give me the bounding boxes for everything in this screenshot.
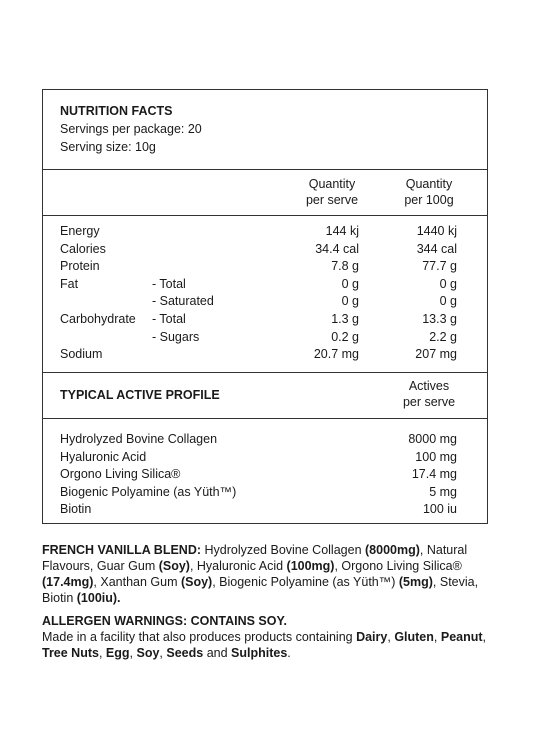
table-row	[60, 258, 457, 275]
divider	[43, 372, 487, 373]
allergen-part: ,	[98, 646, 106, 660]
active-profile-title: TYPICAL ACTIVE PROFILE	[60, 388, 220, 402]
row-per-100g: 77.7 g	[422, 259, 457, 274]
active-label: Hydrolyzed Bovine Collagen	[60, 432, 218, 446]
col-per-serve-header	[292, 176, 372, 208]
table-row	[60, 449, 457, 466]
row-sublabel: - Total	[152, 276, 186, 291]
allergen-paragraph	[42, 629, 502, 661]
allergen-part: .	[287, 646, 291, 660]
active-value: 5 mg	[429, 484, 457, 499]
active-label: Biotin	[60, 502, 92, 517]
col-per-100g-header	[389, 176, 469, 208]
allergen-part: ,	[433, 630, 441, 644]
row-per-serve: 0.2 g	[331, 329, 359, 344]
allergen-warnings	[42, 613, 502, 661]
table-row	[60, 484, 457, 501]
blend-part: (5mg)	[398, 575, 433, 589]
table-row	[60, 223, 457, 240]
actives-header-line2: per serve	[402, 395, 456, 409]
table-row	[60, 431, 457, 448]
blend-part: (17.4mg)	[42, 575, 94, 589]
servings-per-package: Servings per package: 20	[60, 122, 202, 136]
active-value: 8000 mg	[408, 432, 457, 446]
allergen-part: Soy	[136, 646, 160, 660]
row-per-serve: 0 g	[341, 294, 359, 309]
row-per-serve: 7.8 g	[331, 259, 359, 274]
allergen-part: Tree Nuts	[42, 646, 99, 660]
row-per-serve: 0 g	[341, 276, 359, 291]
blend-part: (100iu).	[76, 591, 121, 605]
row-sublabel: - Saturated	[152, 294, 214, 309]
col-per-100g-line1: Quantity	[405, 177, 453, 191]
allergen-part: Peanut	[440, 630, 483, 644]
row-per-100g: 13.3 g	[422, 312, 457, 326]
servings-row	[60, 121, 457, 138]
row-per-serve: 1.3 g	[331, 312, 359, 326]
active-label: Orgono Living Silica®	[60, 467, 181, 482]
allergen-part: Gluten	[394, 630, 434, 644]
allergen-heading: ALLERGEN WARNINGS: CONTAINS SOY.	[42, 614, 287, 628]
actives-header-line1: Actives	[408, 379, 450, 393]
blend-part: (8000mg)	[365, 543, 420, 557]
row-sublabel: - Total	[152, 312, 186, 326]
blend-part: (Soy)	[158, 559, 190, 573]
divider	[43, 215, 487, 216]
allergen-part: ,	[387, 630, 395, 644]
nutrition-panel	[42, 89, 488, 524]
col-per-serve-line1: Quantity	[308, 177, 356, 191]
row-per-100g: 0 g	[439, 276, 457, 291]
active-value: 17.4 mg	[411, 467, 457, 482]
actives-per-serve-header	[389, 378, 469, 410]
row-label: Sodium	[60, 347, 103, 362]
allergen-part: Dairy	[356, 630, 388, 644]
row-label: Carbohydrate	[60, 312, 136, 326]
table-row	[60, 293, 457, 310]
blend-part: Hydrolyzed Bovine Collagen	[201, 543, 365, 557]
table-row	[60, 241, 457, 258]
blend-part: , Xanthan Gum	[93, 575, 181, 589]
table-row	[60, 466, 457, 483]
table-row	[60, 276, 457, 293]
blend-part: FRENCH VANILLA BLEND:	[42, 543, 202, 557]
col-per-serve-line2: per serve	[305, 193, 359, 207]
allergen-part: Egg	[105, 646, 130, 660]
allergen-part: Sulphites	[231, 646, 288, 660]
active-label: Hyaluronic Acid	[60, 449, 147, 464]
serving-size-row	[60, 139, 457, 156]
row-per-100g: 344 cal	[416, 241, 457, 256]
allergen-part: Seeds	[166, 646, 204, 660]
row-label: Fat	[60, 276, 79, 291]
nutrition-title: NUTRITION FACTS	[60, 104, 173, 118]
allergen-part: ,	[482, 630, 487, 644]
serving-size: Serving size: 10g	[60, 140, 156, 154]
blend-part: , Natural Flavours, Guar Gum	[42, 543, 468, 573]
row-sublabel: - Sugars	[152, 329, 200, 344]
blend-part: , Biogenic Polyamine (as Yüth™)	[212, 575, 399, 589]
row-per-serve: 144 kj	[325, 224, 359, 238]
allergen-part: and	[203, 646, 232, 660]
active-label: Biogenic Polyamine (as Yüth™)	[60, 484, 237, 499]
row-label: Protein	[60, 259, 100, 274]
blend-paragraph	[42, 542, 497, 606]
row-per-100g: 207 mg	[415, 347, 457, 362]
col-per-100g-line2: per 100g	[404, 193, 454, 207]
row-per-100g: 1440 kj	[416, 224, 457, 238]
blend-part: , Orgono Living Silica®	[334, 559, 462, 573]
divider	[43, 169, 487, 170]
row-per-100g: 0 g	[439, 294, 457, 309]
row-label: Calories	[60, 241, 106, 256]
allergen-part: Made in a facility that also produces products containing	[42, 630, 357, 644]
row-per-100g: 2.2 g	[429, 329, 457, 344]
blend-ingredients	[42, 542, 497, 606]
blend-part: (100mg)	[286, 559, 335, 573]
active-value: 100 mg	[415, 449, 457, 464]
table-row	[60, 311, 457, 328]
allergen-part: ,	[129, 646, 137, 660]
table-row	[60, 329, 457, 346]
row-per-serve: 20.7 mg	[313, 347, 359, 362]
nutrition-title-row	[60, 103, 457, 120]
blend-part: , Stevia, Biotin	[42, 575, 479, 605]
blend-part: (Soy)	[180, 575, 213, 589]
active-value: 100 iu	[422, 502, 457, 517]
table-row	[60, 501, 457, 518]
row-per-serve: 34.4 cal	[315, 241, 359, 256]
table-row	[60, 346, 457, 363]
allergen-part: ,	[159, 646, 167, 660]
row-label: Energy	[60, 224, 100, 238]
blend-part: , Hyaluronic Acid	[189, 559, 287, 573]
divider	[43, 418, 487, 419]
